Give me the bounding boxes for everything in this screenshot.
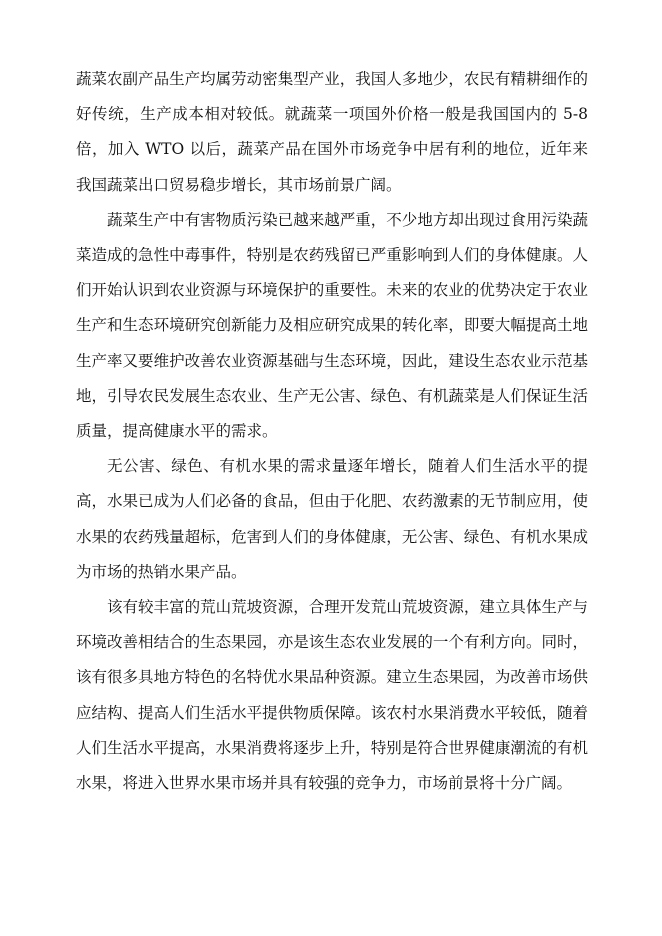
paragraph-fruit-demand: 无公害、绿色、有机水果的需求量逐年增长，随着人们生活水平的提高，水果已成为人们必备的食品，但由于化肥、农药激素的无节制应用，使水果的农药残量超标，危害到人们的身体健康，无公害、绿色、有机水果成为市场的热销水果产品。 — [76, 457, 588, 581]
paragraph-vegetable-export: 蔬菜农副产品生产均属劳动密集型产业，我国人多地少，农民有精耕细作的好传统，生产成本相对较低。就蔬菜一项国外价格一般是我国国内的 5-8 倍，加入 WTO 以后，蔬菜产品在国外市场竞争中居有利的地位，近年来我国蔬菜出口贸易稳步增长，其市场前景广阔。 — [76, 70, 588, 194]
paragraph-eco-orchard: 该有较丰富的荒山荒坡资源，合理开发荒山荒坡资源，建立具体生产与环境改善相结合的生态果园，亦是该生态农业发展的一个有利方向。同时，该有很多具地方特色的名特优水果品种资源。建立生态果园，为改善市场供应结构、提高人们生活水平提供物质保障。该农村水果消费水平较低，随着人们生活水平提高，水果消费将逐步上升，特别是符合世界健康潮流的有机水果，将进入世界水果市场并具有较强的竞争力，市场前景将十分广阔。 — [76, 598, 588, 793]
body-text — [76, 62, 588, 801]
paragraph-pollution: 蔬菜生产中有害物质污染已越来越严重，不少地方却出现过食用污染蔬菜造成的急性中毒事件，特别是农药残留已严重影响到人们的身体健康。人们开始认识到农业资源与环境保护的重要性。未来的农业的优势决定于农业生产和生态环境研究创新能力及相应研究成果的转化率，即要大幅提高土地生产率又要维护改善农业资源基础与生态环境，因此，建设生态农业示范基地，引导农民发展生态农业、生产无公害、绿色、有机蔬菜是人们保证生活质量，提高健康水平的需求。 — [76, 210, 588, 441]
